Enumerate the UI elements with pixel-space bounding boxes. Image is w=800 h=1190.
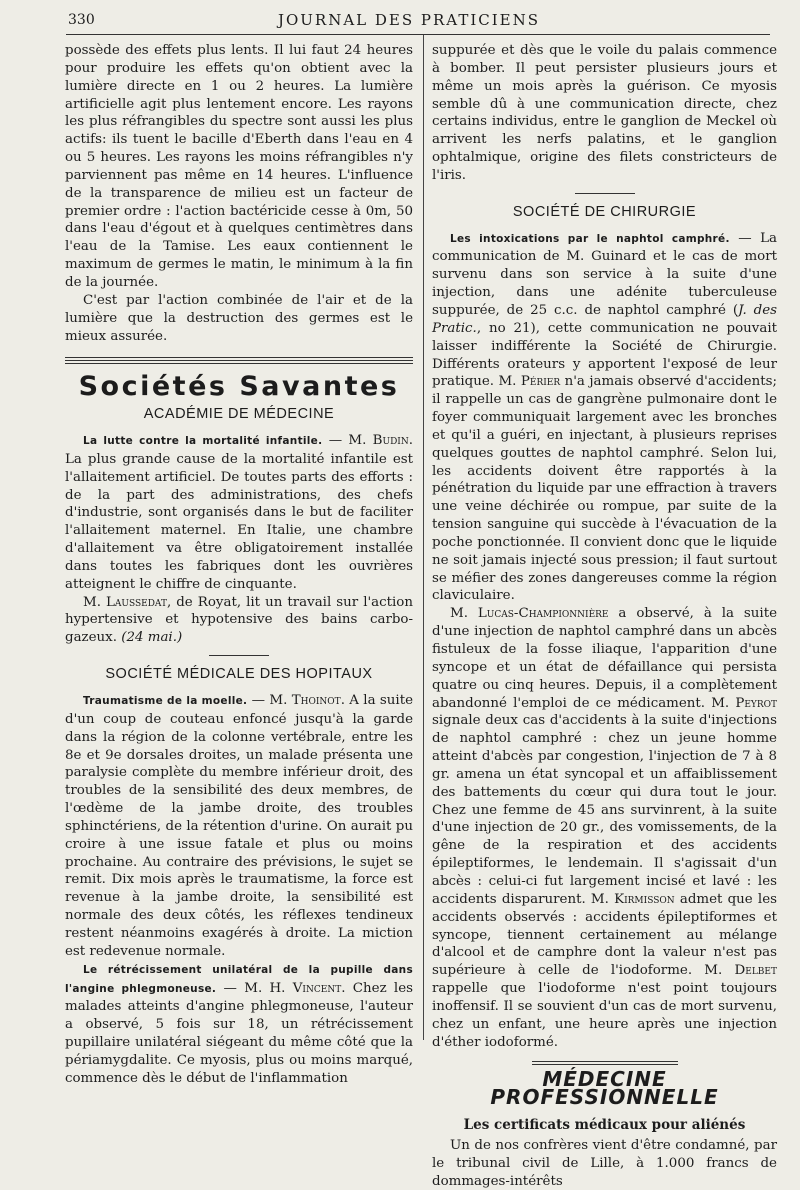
journal-ref: J. des Pratic. <box>432 302 777 336</box>
left-column <box>65 42 413 1088</box>
author-name: Thoinot <box>291 693 341 708</box>
article-rubric: Traumatisme de la moelle. <box>83 695 248 707</box>
section-title: Sociétés Savantes <box>78 371 400 403</box>
author-name: Lucas-Championnière <box>477 606 609 622</box>
section-title: MÉDECINE PROFESSIONNELLE <box>490 1067 719 1110</box>
article-lucas: M. Lucas-Championnière a observé, à la suite d'une injection de naphtol camphré dans un abcès fistuleux de la fosse iliaque, l'apparition d'une syncope et un état de défaillance qui persista quatre ou cinq heures. Depuis, il a complètement abandonné l'emploi de ce médicament. M. Peyrot signale deux cas d'accidents à la suite d'injections de naphtol camphré : chez un jeune homme atteint d'abcès par congestion, l'injection de 7 à 8 gr. amena un état syncopal et un affaiblissement des battements du cœur qui dura tout le jour. Chez une femme de 45 ans survinrent, à la suite d'une injection de 20 gr., des vomissements, de la gêne de la respiration et des accidents épileptiformes, le lendemain. Il s'agissait d'un abcès : celui-ci fut largement incisé et lavé : les accidents disparurent. M. Kirmisson admet que les accidents observés : accidents épileptiformes et syncope, tiennent certainement au mélange d'alcool et de camphre dont la valeur n'est pas supérieure à celle de l'iodoforme. M. Delbet rappelle que l'iodoforme n'est point toujours inoffensif. Il se souvient d'un cas de mort survenu, chez un enfant, une heure après une injection d'éther iodoformé. <box>432 606 777 1050</box>
author-name: Delbet <box>734 963 777 979</box>
divider <box>575 193 635 194</box>
divider <box>209 655 269 656</box>
article-title: Les certificats médicaux pour aliénés <box>463 1117 746 1134</box>
author-name: Budin <box>372 433 409 449</box>
paragraph: Un de nos confrères vient d'être condamné, par le tribunal civil de Lille, à 1.000 francs de dommages-intérêts <box>432 1137 777 1189</box>
author-name: Peyrot <box>735 695 777 711</box>
running-header <box>48 10 770 32</box>
article-rubric: Les intoxications par le naphtol camphré. <box>450 232 730 245</box>
article-lutte: La lutte contre la mortalité infantile. — M. Budin. La plus grande cause de la mortalité infantile est l'allaitement artificiel. De toutes parts des efforts : de la part des administrations, des chefs d'industrie, sont organisés dans le but de faciliter l'allaitement maternel. En Italie, une chambre d'allaitement va être obligatoirement installée dans toutes les fabriques dont les ouvrières atteignent le chiffre de cinquante. <box>65 433 413 592</box>
article-intoxications: Les intoxications par le naphtol camphré. — La communication de M. Guinard et le cas de mort survenu dans son service à la suite d'une injection, dans une adénite tuberculeuse suppurée, de 25 c.c. de naphtol camphré (J. des Pratic., no 21), cette communication ne pouvait laisser indifférente la Société de Chirurgie. Différents orateurs y apportent l'exposé de leur pratique. M. Périer n'a jamais observé d'accidents; il rappelle un cas de gangrène pulmonaire dont le foyer communiquait largement avec les bronches et qu'il a guéri, en injectant, à plusieurs reprises quelques gouttes de naphtol camphré. Selon lui, les accidents doivent être rapportés à la pénétration du liquide par une effraction à travers une veine déchirée ou rompue, par suite de la tension sanguine qui succède à l'évacuation de la poche ponctionnée. Il convient donc que le liquide ne soit jamais injecté sous pression; il faut surtout se méfier des zones dangereuses comme la région claviculaire. <box>432 230 777 604</box>
author-name: Kirmisson <box>614 891 675 907</box>
article-trauma: Traumatisme de la moelle. — M. Thoinot. A la suite d'un coup de couteau enfoncé jusqu'à la garde dans la région de la colonne vertébrale, entre les 8e et 9e dorsales droites, un malade présenta une paralysie complète du membre inférieur droit, des troubles de la sensibilité des deux membres, de l'œdème de la jambe droite, des troubles sphinctériens, de la rétention d'urine. On aurait pu croire à une issue fatale et plus ou moins prochaine. Au contraire des prévisions, le sujet se remit. Dix mois après le traumatisme, la force est revenue à la jambe droite, la sensibilité est normale des deux côtés, les réflexes tendineux restent néanmoins exagérés à droite. La miction est redevenue normale. <box>65 693 413 959</box>
section-rules <box>65 357 413 364</box>
header-rule <box>66 34 770 35</box>
right-column <box>432 42 777 1190</box>
hopitaux-heading: SOCIÉTÉ MÉDICALE DES HOPITAUX <box>105 666 373 683</box>
article-rubric: Le rétrécissement unilatéral de la pupille dans l'angine phlegmoneuse. <box>65 963 413 995</box>
journal-title: JOURNAL DES PRATICIENS <box>277 11 541 29</box>
article-retrecissement: Le rétrécissement unilatéral de la pupille dans l'angine phlegmoneuse. — M. H. Vincent. Chez les malades atteints d'angine phlegmoneuse, l'auteur a observé, 5 fois sur 18, un rétrécissement pupillaire unilatéral siégeant du même côté que la périamygdalite. Ce myosis, plus ou moins marqué, commence dès le début de l'inflammation <box>65 963 414 1086</box>
article-laussedat: M. Laussedat, de Royat, lit un travail sur l'action hypertensive et hypotensive des bains carbo-gazeux. (24 mai.) <box>65 594 413 646</box>
date-note: (24 mai.) <box>121 630 183 646</box>
paragraph: possède des effets plus lents. Il lui faut 24 heures pour produire les effets qu'on obtient avec la lumière directe en 1 ou 2 heures. La lumière artificielle agit plus lentement encore. Les rayons les plus réfrangibles du spectre sont aussi les plus actifs: ils tuent le bacille d'Eberth dans l'eau en 4 ou 5 heures. Les rayons les moins réfrangibles n'y parviennent pas même en 14 heures. L'influence de la transparence de milieu est un facteur de premier ordre : l'action bactéricide cesse à 0m, 50 dans l'eau d'égout et à quelques centimètres dans l'eau de la Tamise. Les eaux contiennent le maximum de germes le matin, le minimum à la fin de la journée. <box>65 43 413 290</box>
page-number: 330 <box>68 12 95 28</box>
article-rubric: La lutte contre la mortalité infantile. <box>83 435 323 448</box>
column-divider <box>423 35 424 1040</box>
author-name: Laussedat <box>106 594 167 610</box>
academie-heading: ACADÉMIE DE MÉDECINE <box>143 406 335 423</box>
author-name: Vincent <box>292 980 342 996</box>
paragraph: suppurée et dès que le voile du palais commence à bomber. Il peut persister plusieurs jours et même un mois après la guérison. Ce myosis semble dû à une communication directe, chez certains individus, entre le ganglion de Meckel où arrivent les nerfs palatins, et le ganglion ophtalmique, origine des filets constricteurs de l'iris. <box>432 43 777 183</box>
paragraph: C'est par l'action combinée de l'air et de la lumière que la destruction des germes est le mieux assurée. <box>65 292 413 344</box>
section-rules <box>532 1061 678 1065</box>
chirurgie-heading: SOCIÉTÉ DE CHIRURGIE <box>512 203 697 220</box>
author-name: Périer <box>520 374 561 390</box>
